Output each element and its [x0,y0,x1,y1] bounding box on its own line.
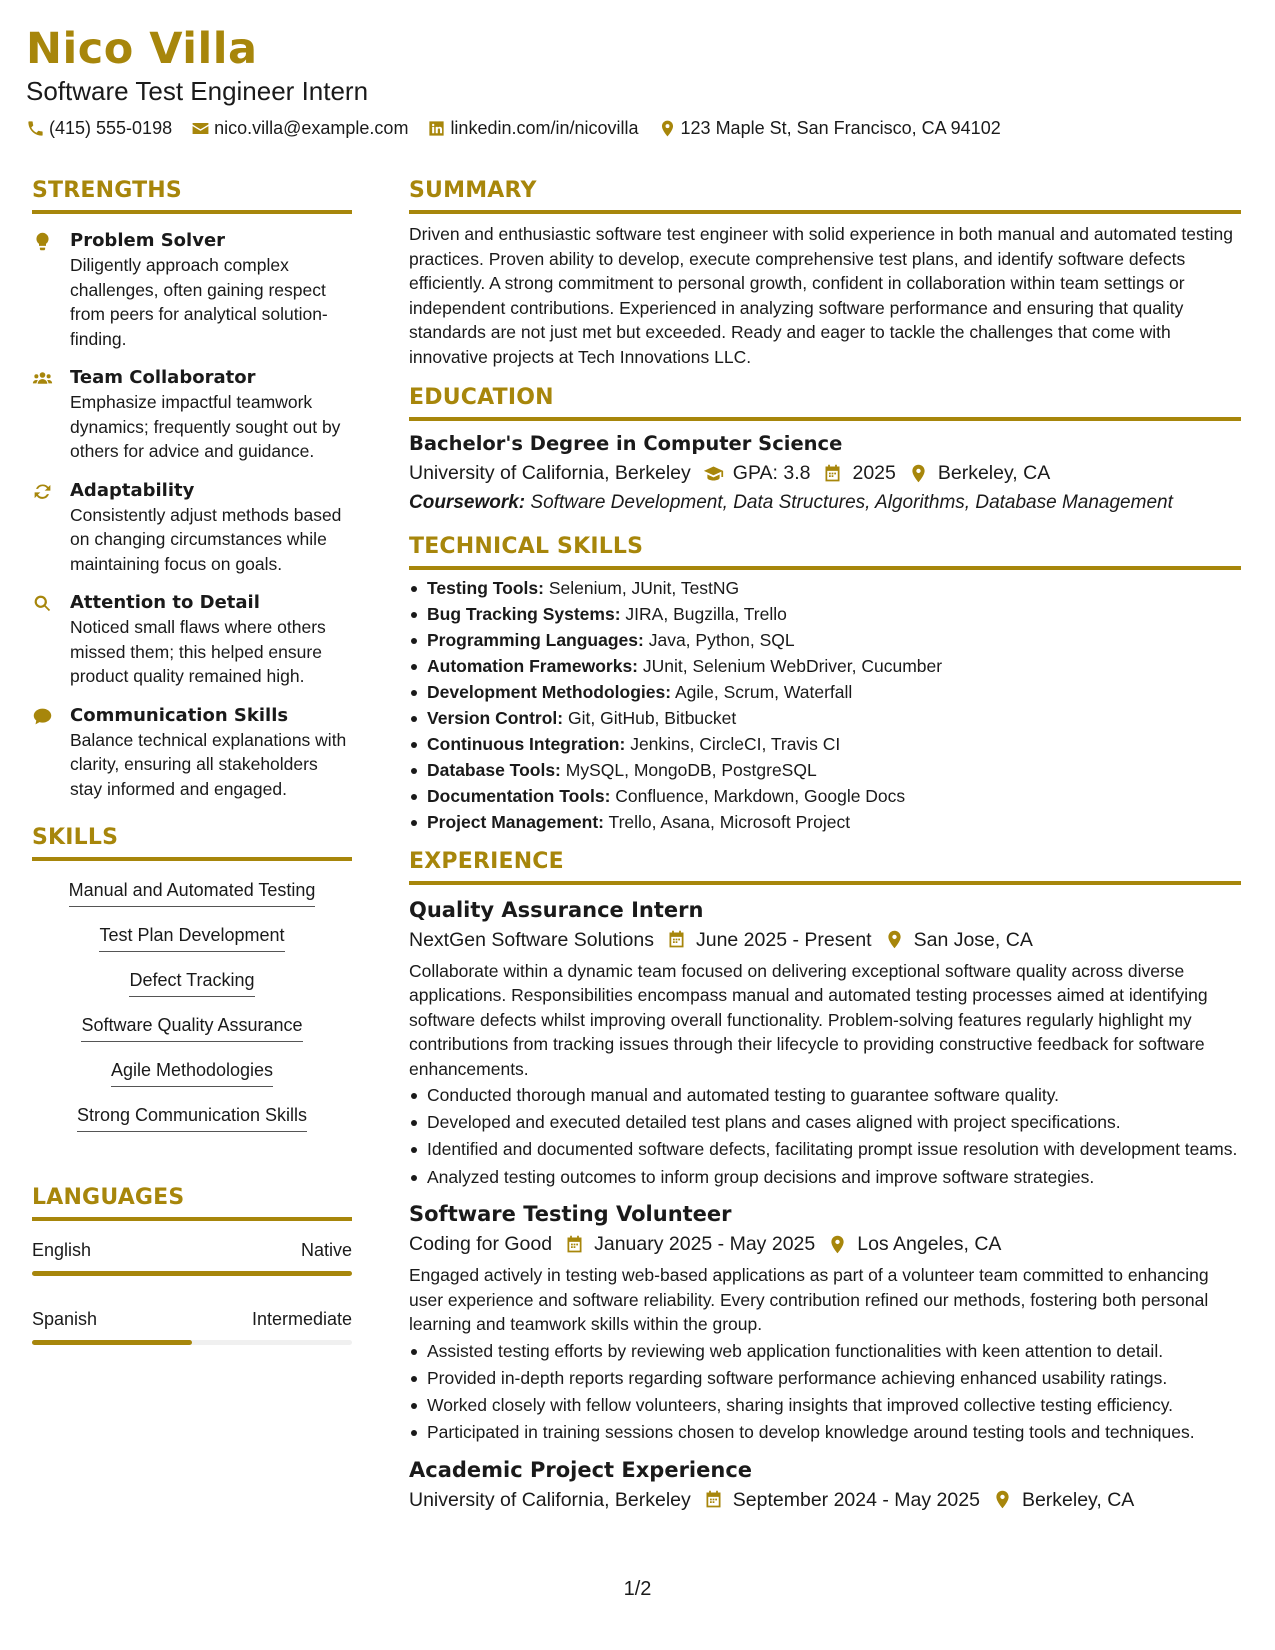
skill-category: Development Methodologies: [427,682,672,702]
graduation-year: 2025 [852,462,896,484]
company-name: NextGen Software Solutions [409,928,654,951]
coursework-label: Coursework: [409,492,526,513]
resume-header [26,24,1256,140]
linkedin-icon [427,119,446,138]
job-location: Los Angeles, CA [857,1233,1002,1256]
skill-values: JIRA, Bugzilla, Trello [625,604,787,624]
skill-values: Trello, Asana, Microsoft Project [608,812,851,832]
languages-heading: LANGUAGES [32,1183,352,1221]
strengths-heading: STRENGTHS [32,176,352,214]
skill-values: Java, Python, SQL [648,630,795,650]
contact-linkedin[interactable] [427,116,638,140]
strength-title: Problem Solver [70,230,226,251]
coursework-line [409,488,1241,518]
phone-icon [26,119,45,138]
technical-skills-heading: TECHNICAL SKILLS [409,532,1241,570]
candidate-name: Nico Villa [26,24,258,74]
calendar-icon [666,929,687,950]
job-dates: September 2024 - May 2025 [732,1488,980,1511]
strength-title: Attention to Detail [70,592,260,613]
list-item: Conducted thorough manual and automated testing to guarantee software quality. [409,1083,1241,1108]
job-meta [409,1485,1241,1515]
skill-tag: Software Quality Assurance [81,1010,302,1042]
list-item [409,810,1241,835]
education-heading: EDUCATION [409,383,1241,421]
skill-category: Project Management: [427,812,604,832]
strength-item [32,704,352,802]
skill-values: Agile, Scrum, Waterfall [674,682,853,702]
experience-entry [409,895,1241,1190]
skill-values: Confluence, Markdown, Google Docs [615,786,906,806]
list-item [409,654,1241,679]
map-pin-icon [908,463,929,484]
summary-heading: SUMMARY [409,176,1241,214]
job-meta [409,925,1241,955]
skills-heading: SKILLS [32,823,352,861]
job-location: San Jose, CA [913,928,1033,951]
job-location: Berkeley, CA [1021,1488,1135,1511]
skill-tag: Strong Communication Skills [77,1100,307,1132]
skill-category: Programming Languages: [427,630,644,650]
list-item [409,602,1241,627]
job-title: Academic Project Experience [409,1457,753,1482]
comment-icon [32,706,53,727]
skill-tag: Test Plan Development [99,920,284,952]
map-pin-icon [827,1234,848,1255]
strength-item [32,366,352,464]
education-meta [409,458,1241,488]
lightbulb-icon [32,231,53,252]
job-description: Engaged actively in testing web-based applications as part of a volunteer team committed to enhancing user experience and software reliability. Every contribution refined our methods, fostering both personal learning and teamwork skills within the group. [409,1265,1209,1335]
language-name: Spanish [32,1309,98,1329]
left-column [32,176,352,1345]
users-icon [32,368,53,389]
list-item [409,706,1241,731]
list-item [409,576,1241,601]
skill-values: Jenkins, CircleCI, Travis CI [630,734,841,754]
strength-item [32,479,352,577]
search-icon [32,593,53,614]
linkedin-text: linkedin.com/in/nicovilla [450,118,639,138]
degree-title: Bachelor's Degree in Computer Science [409,432,843,455]
address-text: 123 Maple St, San Francisco, CA 94102 [680,118,1001,138]
contact-phone [26,116,172,140]
language-bar [32,1271,352,1276]
skills-list [32,875,352,1145]
contact-bar [26,116,1256,140]
summary-text: Driven and enthusiastic software test engineer with solid experience in both manual and automated testing practices. Proven ability to develop, execute comprehensive test plans, and identify software defects efficiently. A strong commitment to personal growth, confident in collaboration within team settings or independent contributions. Experienced in analyzing software performance and ensuring that quality standards are not just met but exceeded. Ready and eager to tackle the challenges that come with innovative projects at Tech Innovations LLC. [409,224,1233,367]
coursework-list: Software Development, Data Structures, Algorithms, Database Management [530,492,1173,513]
school-name: University of California, Berkeley [409,462,691,484]
strength-title: Communication Skills [70,704,289,726]
job-meta [409,1229,1241,1259]
list-item [409,680,1241,705]
strength-desc: Consistently adjust methods based on changing circumstances while maintaining focus on goals. [70,504,342,574]
list-item: Analyzed testing outcomes to inform group decisions and improve software strategies. [409,1165,1241,1190]
gpa-text: GPA: 3.8 [732,462,811,484]
list-item [409,732,1241,757]
list-item [409,758,1241,783]
skill-category: Version Control: [427,708,564,728]
page-number: 1/2 [623,1578,652,1600]
language-level: Intermediate [251,1309,352,1329]
graduation-cap-icon [703,463,724,484]
email-text: nico.villa@example.com [214,118,409,138]
experience-entry [409,1199,1241,1445]
contact-address [658,116,1001,140]
skill-values: Git, GitHub, Bitbucket [568,708,737,728]
job-bullets [409,1083,1241,1189]
calendar-icon [822,463,843,484]
strength-desc: Noticed small flaws where others missed them; this helped ensure product quality remained high. [70,617,326,686]
contact-email[interactable] [191,116,408,140]
skill-category: Bug Tracking Systems: [427,604,621,624]
calendar-icon [564,1234,585,1255]
language-name: English [32,1240,92,1260]
job-bullets [409,1339,1241,1445]
calendar-icon [703,1489,724,1510]
strength-title: Team Collaborator [70,367,256,388]
skill-category: Testing Tools: [427,578,544,598]
job-dates: January 2025 - May 2025 [594,1233,816,1256]
education-location: Berkeley, CA [937,462,1051,484]
list-item: Participated in training sessions chosen to develop knowledge around testing tools and techniques. [409,1420,1241,1445]
skill-category: Continuous Integration: [427,734,626,754]
skill-category: Automation Frameworks: [427,656,638,676]
phone-text: (415) 555-0198 [49,118,173,138]
language-item [32,1306,352,1345]
language-bar-fill [32,1340,192,1345]
skill-values: MySQL, MongoDB, PostgreSQL [565,760,817,780]
list-item: Developed and executed detailed test plans and cases aligned with project specifications. [409,1110,1241,1135]
list-item [409,784,1241,809]
experience-heading: EXPERIENCE [409,847,1241,885]
strength-desc: Emphasize impactful teamwork dynamics; frequently sought out by others for advice and guidance. [70,392,341,461]
list-item: Provided in-depth reports regarding software performance achieving enhanced usability ratings. [409,1366,1241,1391]
map-pin-icon [884,929,905,950]
list-item: Worked closely with fellow volunteers, sharing insights that improved collective testing efficiency. [409,1393,1241,1418]
skill-values: JUnit, Selenium WebDriver, Cucumber [642,656,943,676]
skill-tag: Manual and Automated Testing [69,875,316,907]
candidate-title: Software Test Engineer Intern [26,76,369,106]
job-title: Quality Assurance Intern [409,897,704,922]
skill-tag: Defect Tracking [129,965,254,997]
skill-values: Selenium, JUnit, TestNG [548,578,740,598]
language-level: Native [300,1240,352,1260]
envelope-icon [191,119,210,138]
language-bar-fill [32,1271,352,1276]
language-bar [32,1340,352,1345]
map-pin-icon [992,1489,1013,1510]
job-dates: June 2025 - Present [695,928,872,951]
strength-title: Adaptability [70,479,195,501]
language-item [32,1237,352,1276]
list-item: Assisted testing efforts by reviewing web application functionalities with keen attention to detail. [409,1339,1241,1364]
list-item [409,628,1241,653]
map-pin-icon [658,119,677,138]
strength-item [32,229,352,351]
job-description: Collaborate within a dynamic team focused on delivering exceptional software quality across diverse applications. Responsibilities encompass manual and automated testing processes aimed at identifying software defects whilst improving overall functionality. Problem-solving features regularly highlight my contributions from tracking issues through their lifecycle to providing constructive feedback for software enhancements. [409,960,1208,1079]
company-name: University of California, Berkeley [409,1488,691,1511]
experience-entry [409,1455,1241,1515]
strength-desc: Diligently approach complex challenges, often gaining respect from peers for analytical solution-finding. [70,255,328,349]
technical-skills-list [409,576,1241,835]
skill-category: Documentation Tools: [427,786,611,806]
job-title: Software Testing Volunteer [409,1202,732,1227]
list-item: Identified and documented software defects, facilitating prompt issue resolution with development teams. [409,1137,1241,1162]
skill-category: Database Tools: [427,760,561,780]
company-name: Coding for Good [409,1233,553,1256]
strength-item [32,591,352,689]
right-column [409,176,1241,1515]
sync-icon [32,481,53,502]
strength-desc: Balance technical explanations with clarity, ensuring all stakeholders stay informed and engaged. [70,729,347,799]
skill-tag: Agile Methodologies [111,1055,273,1087]
